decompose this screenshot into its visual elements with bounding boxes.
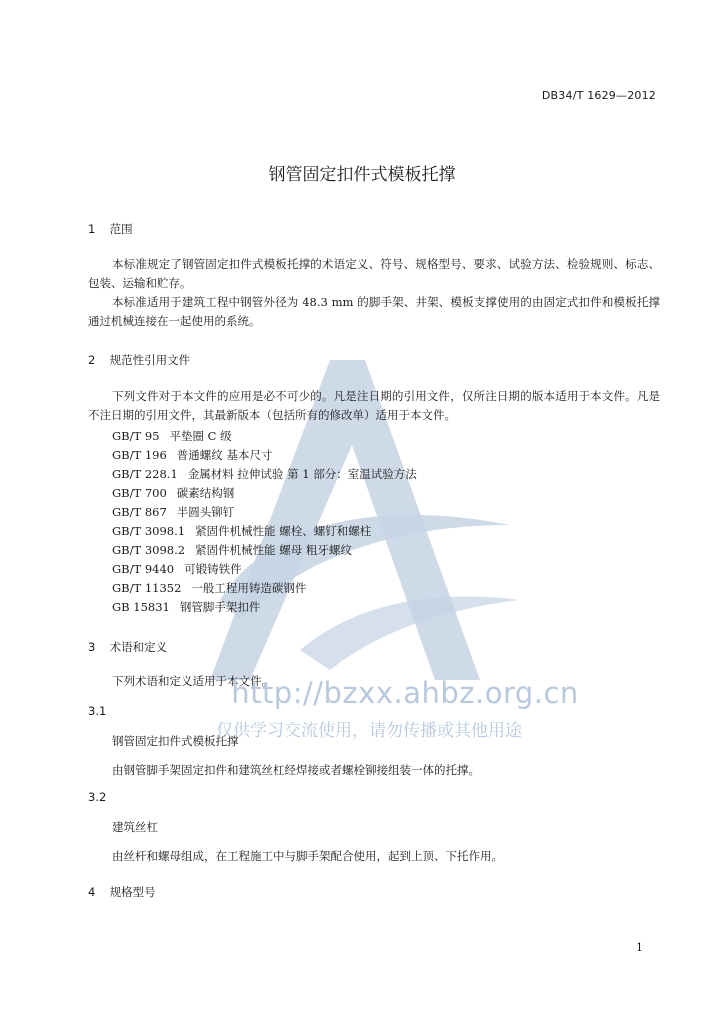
section-number: 1 [88,222,96,236]
reference-name: 平垫圈 C 级 [169,429,232,443]
section-1-heading [88,221,133,237]
section-number: 2 [88,353,96,367]
reference-item [112,598,260,617]
section-title: 规格型号 [109,885,156,899]
reference-code: GB/T 196 [112,448,167,462]
reference-name: 紧固件机械性能 螺母 粗牙螺纹 [195,543,352,557]
term-definition: 由丝杆和螺母组成，在工程施工中与脚手架配合使用，起到上顶、下托作用。 [112,849,503,863]
reference-code: GB/T 700 [112,486,167,500]
reference-code: GB/T 867 [112,505,167,519]
section-3-heading [88,639,167,655]
document-title: 钢管固定扣件式模板托撑 [268,165,456,185]
section-4-heading [88,884,156,900]
reference-name: 半圆头铆钉 [176,505,235,519]
watermark-url-text: http://bzxx.ahbz.org.cn [231,676,579,710]
section-title: 术语和定义 [109,640,168,654]
reference-item [112,427,232,446]
reference-name: 紧固件机械性能 螺栓、螺钉和螺柱 [195,524,372,538]
paragraph: 下列术语和定义适用于本文件。 [112,674,273,688]
page-number: 1 [636,941,643,954]
section-2-heading [88,352,190,368]
section-number: 4 [88,885,96,899]
reference-item [112,503,234,522]
paragraph: 本标准规定了钢管固定扣件式模板托撑的术语定义、符号、规格型号、要求、试验方法、检验规则、标志、包装、运输和贮存。 [88,257,660,290]
paragraph: 本标准适用于建筑工程中钢管外径为 48.3 mm 的脚手架、井架、模板支撑使用的由固定式扣件和模板托撑通过机械连接在一起使用的系统。 [88,295,660,328]
paragraph: 下列文件对于本文件的应用是必不可少的。凡是注日期的引用文件，仅所注日期的版本适用于本文件。凡是不注日期的引用文件，其最新版本（包括所有的修改单）适用于本文件。 [88,389,660,422]
reference-code: GB/T 9440 [112,562,175,576]
reference-name: 普通螺纹 基本尺寸 [176,448,273,462]
standard-code: DB34/T 1629—2012 [541,89,656,102]
reference-item [112,560,242,579]
watermark-note: 仅供学习交流使用，请勿传播或其他用途 [216,721,522,741]
reference-code: GB/T 11352 [112,581,182,595]
reference-item [112,522,371,541]
reference-code: GB 15831 [112,600,170,614]
reference-item [112,541,352,560]
term-number: 3.1 [88,704,107,718]
section-number: 3 [88,640,96,654]
reference-item [112,465,417,484]
reference-name: 一般工程用铸造碳钢件 [191,581,307,595]
term-name: 建筑丝杠 [112,820,158,834]
term-name: 钢管固定扣件式模板托撑 [112,734,239,748]
reference-code: GB/T 3098.1 [112,524,186,538]
reference-code: GB/T 3098.2 [112,543,186,557]
reference-item [112,579,306,598]
reference-item [112,446,272,465]
reference-name: 碳素结构钢 [176,486,235,500]
section-title: 规范性引用文件 [109,353,191,367]
section-title: 范围 [109,222,133,236]
reference-item [112,484,234,503]
reference-name: 金属材料 拉伸试验 第 1 部分：室温试验方法 [187,467,417,481]
term-number: 3.2 [88,790,107,804]
watermark-url [0,676,724,710]
reference-code: GB/T 228.1 [112,467,178,481]
reference-name: 钢管脚手架扣件 [179,600,261,614]
reference-name: 可锻铸铁件 [184,562,242,576]
reference-code: GB/T 95 [112,429,160,443]
term-definition: 由钢管脚手架固定扣件和建筑丝杠经焊接或者螺栓铆接组装一体的托撑。 [112,763,480,777]
